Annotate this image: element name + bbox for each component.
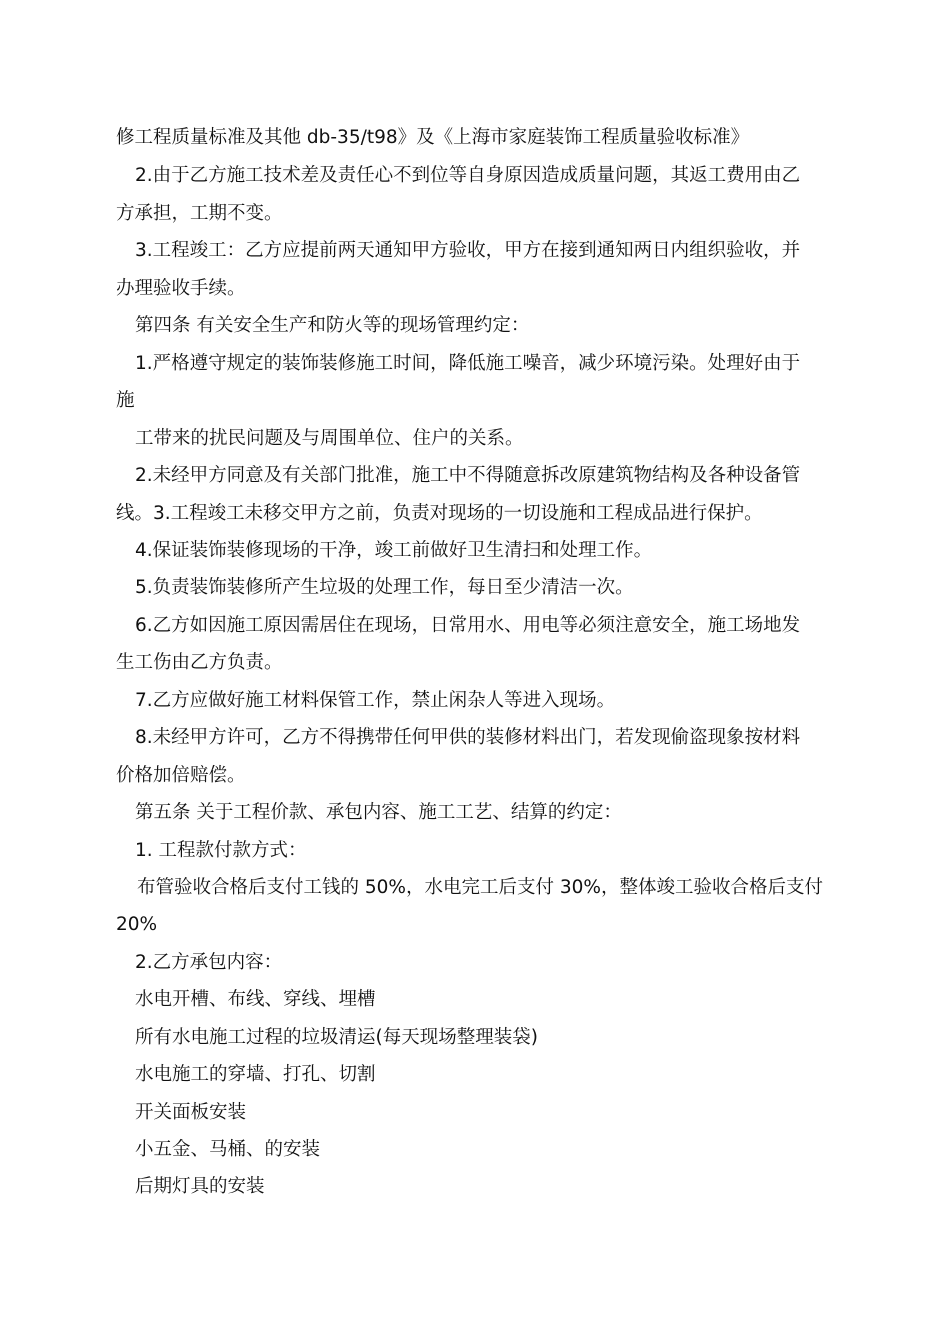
- list-item: 后期灯具的安装: [135, 1176, 265, 1197]
- text-line: 线。3.工程竣工未移交甲方之前，负责对现场的一切设施和工程成品进行保护。: [116, 503, 763, 524]
- section-heading: 第四条 有关安全生产和防火等的现场管理约定：: [135, 315, 530, 336]
- section-heading: 第五条 关于工程价款、承包内容、施工工艺、结算的约定：: [135, 802, 622, 823]
- text-line: 3.工程竣工：乙方应提前两天通知甲方验收，甲方在接到通知两日内组织验收，并: [135, 240, 801, 261]
- text-line: 布管验收合格后支付工钱的 50%，水电完工后支付 30%，整体竣工验收合格后支付: [137, 877, 824, 898]
- text-line: 6.乙方如因施工原因需居住在现场，日常用水、用电等必须注意安全，施工场地发: [135, 615, 801, 636]
- text-line: 2.未经甲方同意及有关部门批准，施工中不得随意拆改原建筑物结构及各种设备管: [135, 465, 801, 486]
- text-line: 7.乙方应做好施工材料保管工作，禁止闲杂人等进入现场。: [135, 690, 616, 711]
- text-line: 1.严格遵守规定的装饰装修施工时间，降低施工噪音，减少环境污染。处理好由于: [135, 353, 801, 374]
- text-line: 生工伤由乙方负责。: [116, 652, 283, 673]
- text-line: 4.保证装饰装修现场的干净，竣工前做好卫生清扫和处理工作。: [135, 540, 653, 561]
- text-line: 办理验收手续。: [116, 278, 246, 299]
- text-line: 工带来的扰民问题及与周围单位、住户的关系。: [135, 428, 524, 449]
- list-item: 水电开槽、布线、穿线、埋槽: [135, 989, 376, 1010]
- text-line: 1. 工程款付款方式：: [135, 840, 307, 861]
- list-item: 所有水电施工过程的垃圾清运(每天现场整理装袋): [135, 1027, 538, 1048]
- list-item: 小五金、马桶、的安装: [135, 1139, 321, 1160]
- text-line: 2.由于乙方施工技术差及责任心不到位等自身原因造成质量问题，其返工费用由乙: [135, 165, 801, 186]
- text-line: 方承担，工期不变。: [116, 203, 283, 224]
- list-item: 开关面板安装: [135, 1102, 247, 1123]
- text-line: 价格加倍赔偿。: [116, 765, 246, 786]
- text-line: 修工程质量标准及其他 db-35/t98》及《上海市家庭装饰工程质量验收标准》: [116, 127, 750, 148]
- text-line: 5.负责装饰装修所产生垃圾的处理工作，每日至少清洁一次。: [135, 577, 634, 598]
- text-line: 20%: [116, 914, 158, 935]
- list-item: 水电施工的穿墙、打孔、切割: [135, 1064, 376, 1085]
- text-line: 8.未经甲方许可，乙方不得携带任何甲供的装修材料出门，若发现偷盗现象按材料: [135, 727, 801, 748]
- text-line: 2.乙方承包内容：: [135, 952, 283, 973]
- text-line: 施: [116, 390, 135, 411]
